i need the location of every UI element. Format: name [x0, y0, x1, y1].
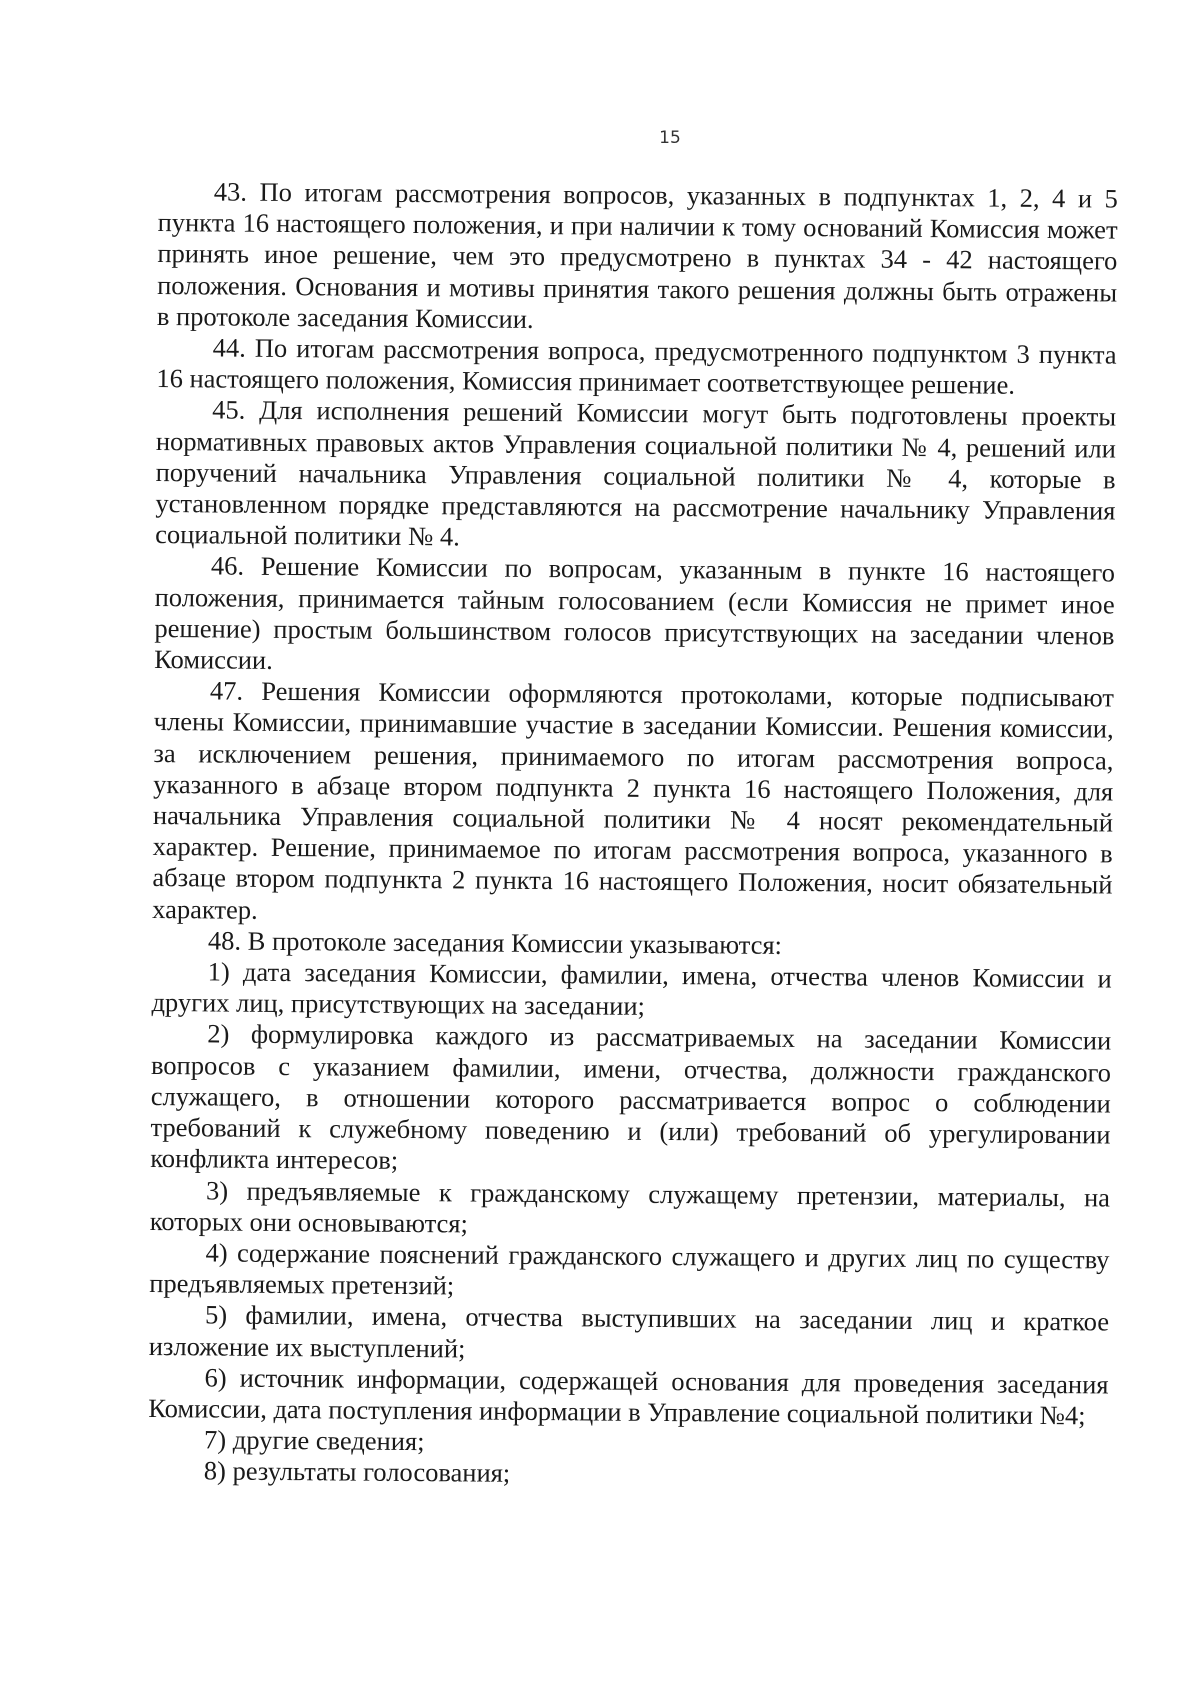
list-item-8: 8) результаты голосования;: [203, 1455, 511, 1489]
paragraph-47: 47. Решения Комиссии оформляются протоколами, которые подписывают члены Комиссии, принимавшие участие в заседании Комиссии. Решения комиссии, за исключением решения, принимаемого по итогам рассмотрения вопроса, указанного в абзаце втором подпункта 2 пункта 16 настоящего Положения, для начальника Управления социальной политики № 4 носят рекомендательный характер. Решение, принимаемое по итогам рассмотрения вопроса, указанного в абзаце втором подпункта 2 пункта 16 настоящего Положения, носит обязательный характер.: [152, 675, 1115, 925]
paragraph-46: 46. Решение Комиссии по вопросам, указанным в пункте 16 настоящего положения, принимается тайным голосованием (если Комиссия не примет иное решение) простым большинством голосов присутствующих на заседании членов Комиссии.: [154, 550, 1116, 675]
list-item-2: 2) формулировка каждого из рассматриваемых на заседании Комиссии вопросов с указанием фамилии, имени, отчества, должности гражданского служащего, в отношении которого рассматривается вопрос о соблюдении требований к служебному поведению и (или) требований об урегулировании конфликта интересов;: [150, 1018, 1112, 1176]
list-item-3: 3) предъявляемые к гражданскому служащему претензии, материалы, на которых они основываются;: [149, 1174, 1111, 1239]
list-item-4: 4) содержание пояснений гражданского служащего и других лиц по существу предъявляемых претензий;: [149, 1237, 1110, 1301]
paragraph-45: 45. Для исполнения решений Комиссии могут быть подготовлены проекты нормативных правовых актов Управления социальной политики № 4, решений или поручений начальника Управления социальной политики № 4, которые в установленном порядке представляются на рассмотрение начальнику Управления социальной политики № 4.: [155, 394, 1117, 552]
document-body: [148, 176, 1118, 1494]
paragraph-44: 44. По итогам рассмотрения вопроса, предусмотренного подпунктом 3 пункта 16 настоящего положения, Комиссия принимает соответствующее решение.: [156, 332, 1117, 400]
list-item-7: 7) другие сведения;: [203, 1424, 425, 1457]
paragraph-43: 43. По итогам рассмотрения вопросов, указанных в подпунктах 1, 2, 4 и 5 пункта 16 настоящего положения, и при наличии к тому оснований Комиссия может принять иное решение, чем это предусмотрено в пунктах 34 - 42 настоящего положения. Основания и мотивы принятия такого решения должны быть отражены в протоколе заседания Комиссии.: [156, 176, 1118, 334]
paragraph-48: 48. В протоколе заседания Комиссии указываются:: [207, 925, 783, 960]
list-item-1: 1) дата заседания Комиссии, фамилии, имена, отчества членов Комиссии и других лиц, присутствующих на заседании;: [151, 956, 1112, 1022]
list-item-5: 5) фамилии, имена, отчества выступивших на заседании лиц и краткое изложение их выступлений;: [148, 1299, 1110, 1363]
page-number: 15: [659, 128, 681, 148]
list-item-6: 6) источник информации, содержащей основания для проведения заседания Комиссии, дата поступления информации в Управление социальной политики №4;: [148, 1362, 1109, 1431]
